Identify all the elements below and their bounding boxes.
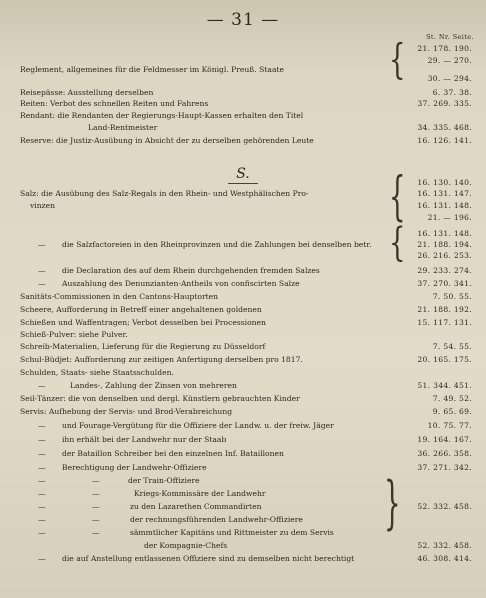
entry-text: der Bataillon Schreiber bei den einzelnen Inf. Bataillonen	[62, 449, 284, 458]
entry-line	[0, 44, 486, 54]
entry-line	[0, 489, 486, 499]
entry-line	[0, 435, 486, 445]
entry-text: Servis: Aufhebung der Servis- und Brod-Verabreichung	[20, 407, 233, 416]
brace-icon: {	[389, 168, 406, 228]
entry-line	[0, 394, 486, 404]
entry-text: Reiten: Verbot des schnellen Reiten und Fahrens	[20, 99, 209, 108]
entry-ref: 51. 344. 451.	[417, 381, 472, 390]
ditto-dash: —	[38, 502, 46, 511]
ditto-dash: —	[38, 240, 46, 249]
entry-line	[0, 201, 486, 211]
entry-text: Sanitäts-Commissionen in den Cantons-Hauptorten	[20, 292, 219, 301]
entry-ref: 29. 233. 274.	[417, 266, 472, 275]
entry-line	[0, 251, 486, 261]
entry-text: sämmtlicher Kapitäns und Rittmeister zu dem Servis	[130, 528, 334, 537]
entry-ref: 16. 131. 147.	[417, 189, 472, 198]
entry-line	[0, 99, 486, 109]
ditto-dash: —	[92, 515, 100, 524]
entry-ref: 37. 271. 342.	[417, 463, 472, 472]
brace-icon: }	[384, 471, 401, 538]
ditto-dash: —	[38, 449, 46, 458]
brace-icon: {	[389, 36, 406, 85]
entry-text: und Fourage-Vergütung für die Offiziere der Landw. u. der freiw. Jäger	[62, 421, 334, 430]
entry-line	[0, 240, 486, 250]
entry-ref: 10. 75. 77.	[427, 421, 472, 430]
entry-text: Kriegs-Kommissäre der Landwehr	[134, 489, 266, 498]
ditto-dash: —	[92, 502, 100, 511]
entry-ref: 52. 332. 458.	[417, 541, 472, 550]
entry-ref: 37. 270. 341.	[417, 279, 472, 288]
entry-ref: 16. 131. 148.	[417, 201, 472, 210]
entry-ref: 16. 126. 141.	[417, 136, 472, 145]
entry-text: Seil-Tänzer: die von denselben und dergl. Künstlern gebrauchten Kinder	[20, 394, 300, 403]
entry-text: vinzen	[30, 201, 55, 210]
ditto-dash: —	[92, 476, 100, 485]
entry-line	[0, 449, 486, 459]
entry-line	[0, 123, 486, 133]
page-number: — 31 —	[206, 10, 280, 30]
ditto-dash: —	[38, 435, 46, 444]
entry-line	[0, 421, 486, 431]
entry-text: Schießen und Waffentragen; Verbot desselben bei Processionen	[20, 318, 266, 327]
entry-line	[0, 554, 486, 564]
entry-text: Reserve: die Justiz-Ausübung in Absicht der zu derselben gehörenden Leute	[20, 136, 314, 145]
entry-text: Schulden, Staats- siehe Staatsschulden.	[20, 368, 174, 377]
entry-text: Berechtigung der Landwehr-Offiziere	[62, 463, 207, 472]
ditto-dash: —	[38, 476, 46, 485]
ditto-dash: —	[38, 381, 46, 390]
entry-text: Rendant: die Rendanten der Regierungs-Haupt-Kassen erhalten den Titel	[20, 111, 304, 120]
entry-ref: 7. 54. 55.	[432, 342, 472, 351]
entry-line	[0, 515, 486, 525]
ditto-dash: —	[38, 515, 46, 524]
entry-ref: 26. 216. 253.	[417, 251, 472, 260]
ditto-dash: —	[92, 528, 100, 537]
entry-line	[0, 318, 486, 328]
entry-ref: 15. 117. 131.	[417, 318, 472, 327]
entry-text: Salz: die Ausübung des Salz-Regals in den Rhein- und Westphälischen Pro-	[20, 189, 309, 198]
entry-ref: 6. 37. 38.	[432, 88, 472, 97]
entry-text: die Salzfactoreien in den Rheinprovinzen und die Zahlungen bei denselben betr.	[62, 240, 372, 249]
entry-ref: 21. 188. 192.	[417, 305, 472, 314]
entry-ref: 9. 65. 69.	[432, 407, 472, 416]
entry-text: Schul-Büdjet: Aufforderung zur zeitigen Anfertigung derselben pro 1817.	[20, 355, 303, 364]
entry-ref: 21. 178. 190.	[417, 44, 472, 53]
entry-text: der rechnungsführenden Landwehr-Offiziere	[130, 515, 303, 524]
entry-ref: 19. 164. 167.	[417, 435, 472, 444]
entry-text: der Kompagnie-Chefs	[144, 541, 228, 550]
entry-text: Reisepässe: Ausstellung derselben	[20, 88, 154, 97]
entry-text: zu den Lazarethen Commandirten	[130, 502, 262, 511]
ditto-dash: —	[92, 489, 100, 498]
entry-text: Auszahlung des Denunzianten-Antheils von confiscirten Salze	[62, 279, 300, 288]
entry-line	[0, 502, 486, 512]
entry-text: die auf Anstellung entlassenen Offiziere sind zu demselben nicht berechtigt	[62, 554, 355, 563]
entry-text: die Declaration des auf dem Rhein durchgehenden fremden Salzes	[62, 266, 320, 275]
entry-line	[0, 381, 486, 391]
entry-ref: 30. — 294.	[427, 74, 472, 83]
entry-line	[0, 368, 486, 378]
entry-text: ihn erhält bei der Landwehr nur der Staab	[62, 435, 227, 444]
entry-ref: 46. 308. 414.	[417, 554, 472, 563]
entry-ref: 29. — 270.	[427, 56, 472, 65]
ditto-dash: —	[38, 528, 46, 537]
entry-ref: 16. 130. 140.	[417, 178, 472, 187]
entry-line	[0, 342, 486, 352]
entry-text: der Train-Offiziere	[128, 476, 200, 485]
entry-line	[0, 213, 486, 223]
entry-text: Schreib-Materialien, Lieferung für die Regierung zu Düsseldorf	[20, 342, 266, 351]
entry-ref: 7. 49. 52.	[432, 394, 472, 403]
entry-line	[0, 292, 486, 302]
entry-text: Scheere, Aufforderung in Betreff einer angehaltenen goldenen	[20, 305, 262, 314]
entry-ref: 52. 332. 458.	[417, 502, 472, 511]
entry-line	[0, 111, 486, 121]
entry-ref: 20. 165. 175.	[417, 355, 472, 364]
entry-line	[0, 88, 486, 98]
entry-ref: 34. 335. 468.	[417, 123, 472, 132]
entry-line	[0, 178, 486, 188]
entry-ref: 21. — 196.	[427, 213, 472, 222]
entry-line	[0, 189, 486, 199]
entry-line	[0, 330, 486, 340]
ditto-dash: —	[38, 489, 46, 498]
entry-line	[0, 463, 486, 473]
brace-icon: {	[389, 221, 406, 266]
section-heading: S.	[236, 166, 250, 182]
entry-ref: 36. 266. 358.	[417, 449, 472, 458]
entry-ref: 7. 50. 55.	[432, 292, 472, 301]
entry-ref: 16. 131. 148.	[417, 229, 472, 238]
entry-line	[0, 136, 486, 146]
entry-line	[0, 305, 486, 315]
entry-ref: 37. 269. 335.	[417, 99, 472, 108]
entry-line	[0, 476, 486, 486]
entry-text: Land-Rentmeister	[88, 123, 158, 132]
entry-line	[0, 279, 486, 289]
ditto-dash: —	[38, 279, 46, 288]
entry-line	[0, 355, 486, 365]
ditto-dash: —	[38, 554, 46, 563]
entry-line	[0, 266, 486, 276]
entry-line	[0, 74, 486, 84]
entry-text: Schieß-Pulver: siehe Pulver.	[20, 330, 128, 339]
entry-line	[0, 407, 486, 417]
entry-text: Reglement, allgemeines für die Feldmesser im Königl. Preuß. Staate	[20, 65, 285, 74]
entry-line	[0, 541, 486, 551]
ditto-dash: —	[38, 463, 46, 472]
entry-ref: 21. 188. 194.	[417, 240, 472, 249]
entry-line	[0, 528, 486, 538]
entry-line	[0, 229, 486, 239]
ditto-dash: —	[38, 266, 46, 275]
ditto-dash: —	[38, 421, 46, 430]
entry-text: Landes-, Zahlung der Zinsen von mehreren	[70, 381, 237, 390]
column-header: St. Nr. Seite.	[426, 33, 474, 41]
